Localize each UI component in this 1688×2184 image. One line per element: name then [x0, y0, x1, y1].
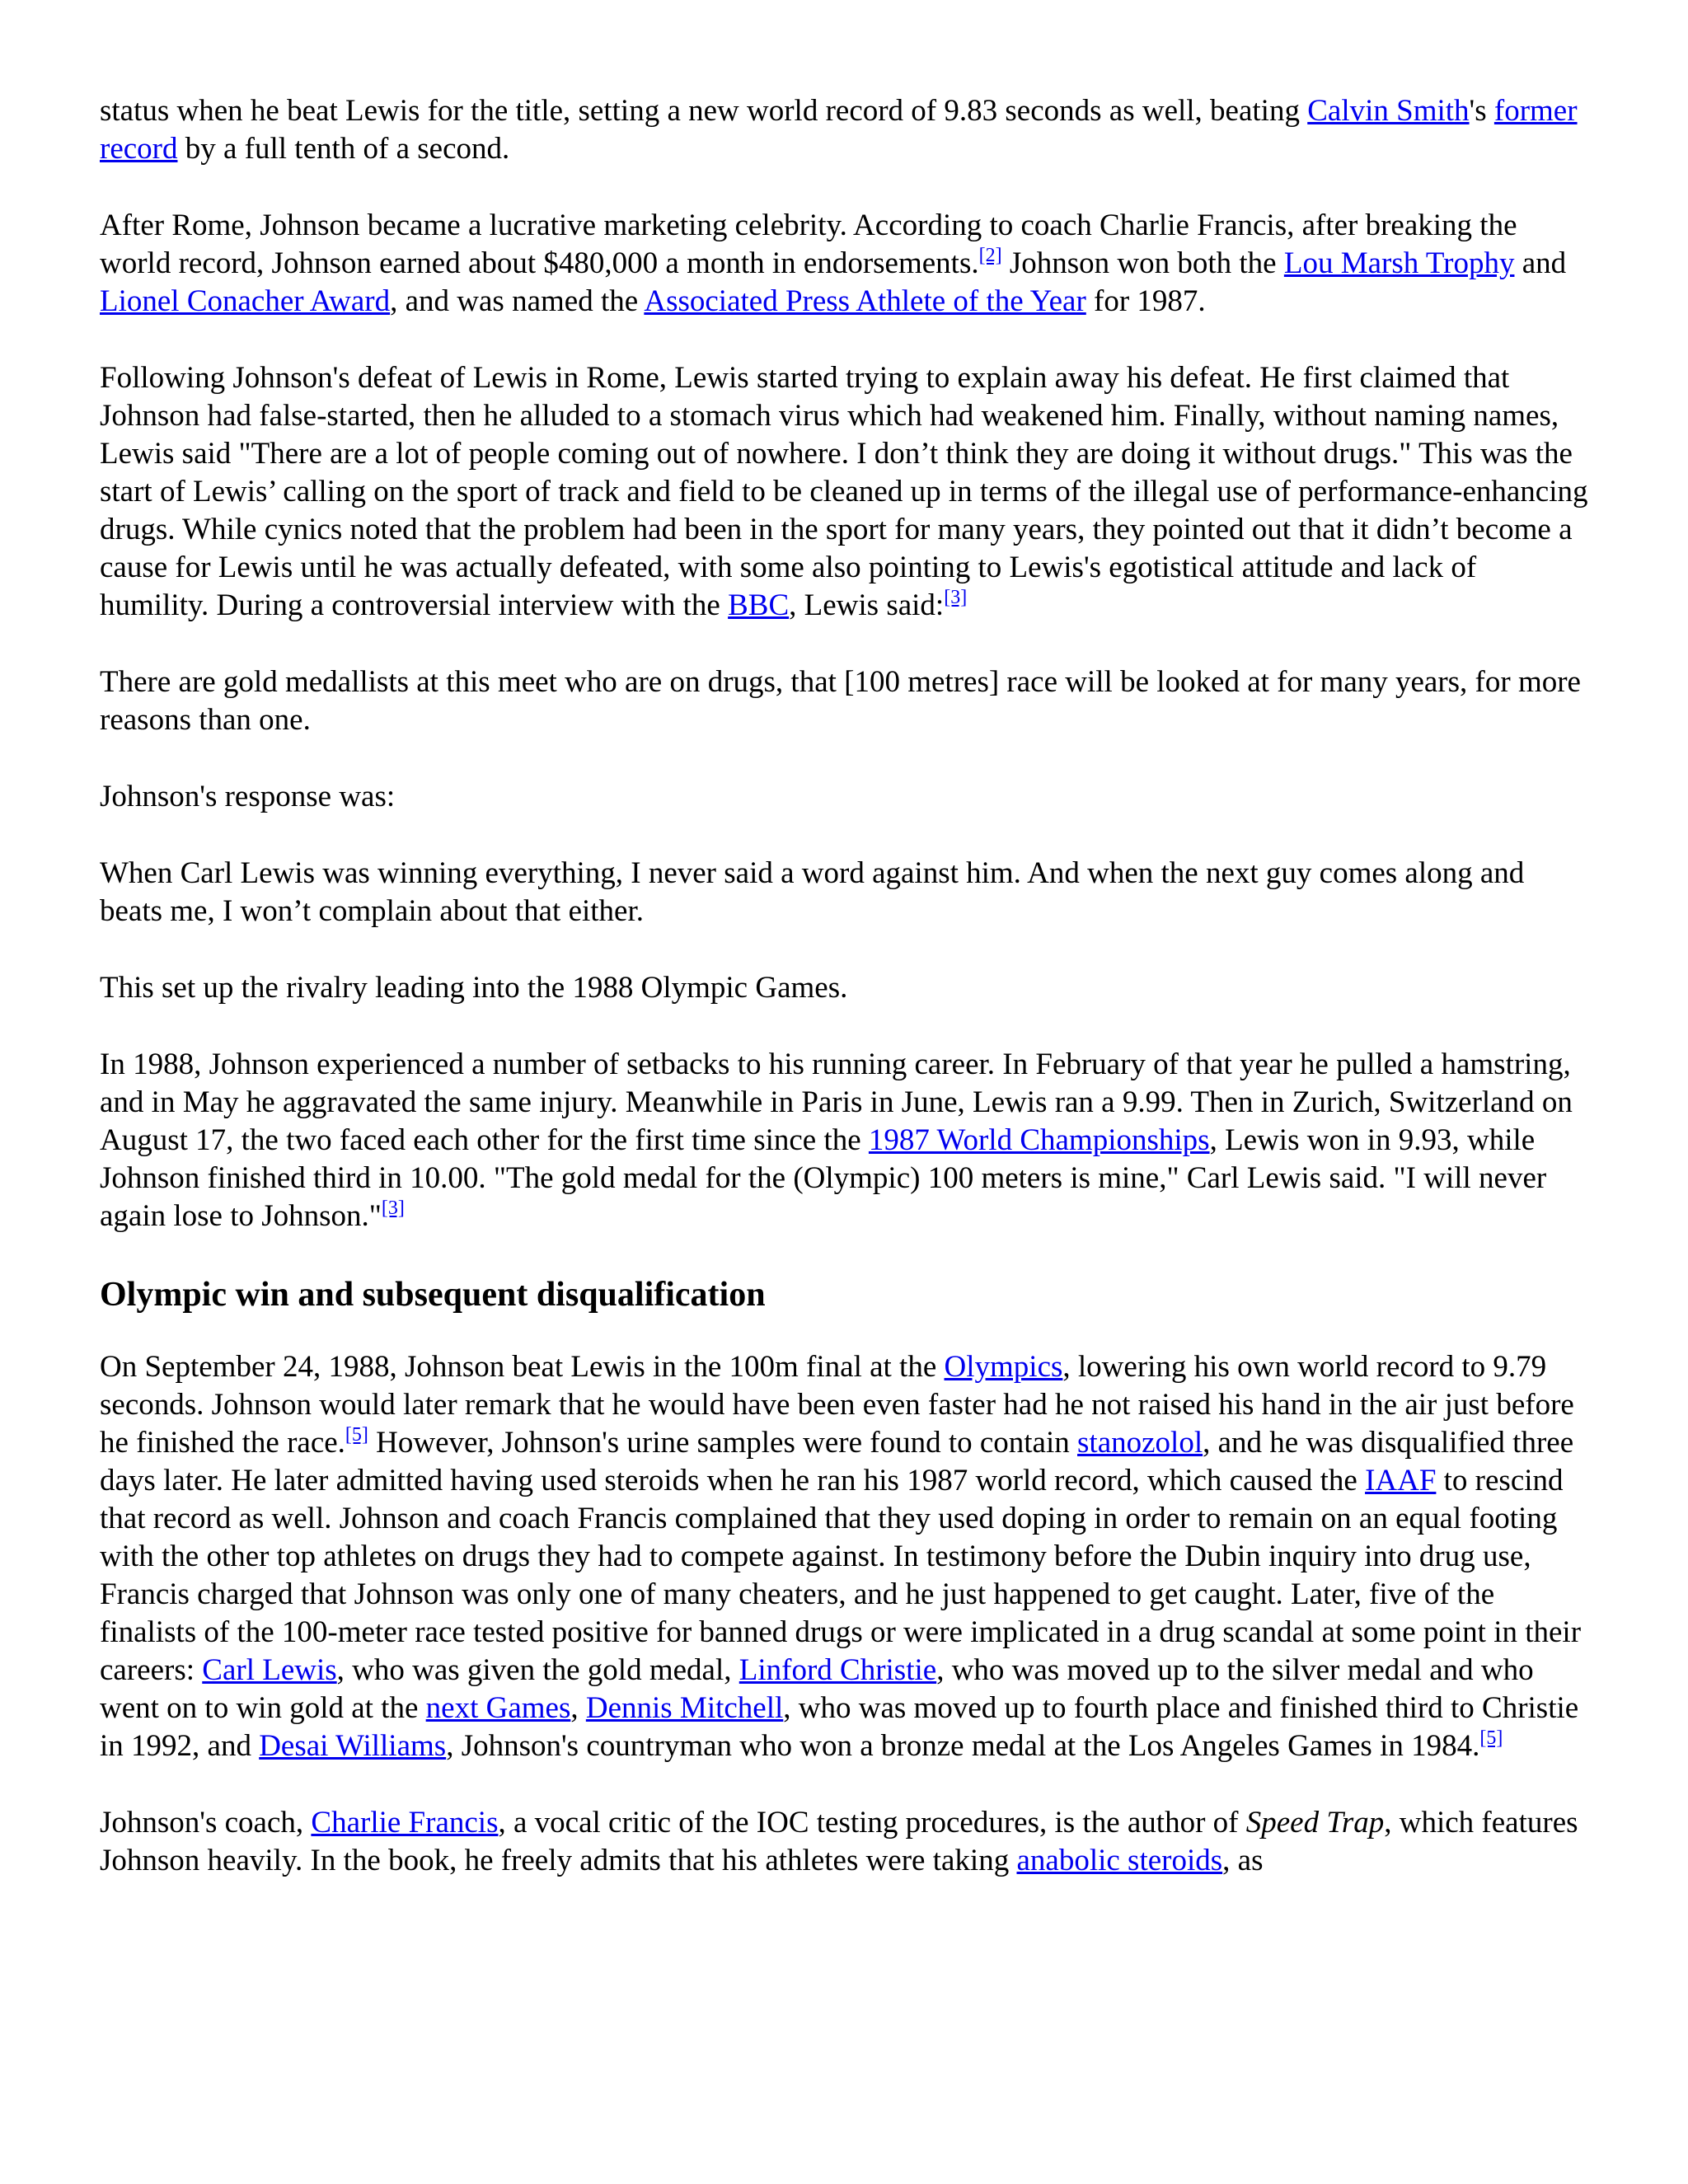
link-lou-marsh-trophy[interactable]: Lou Marsh Trophy: [1283, 246, 1515, 280]
text: , who was given the gold medal,: [336, 1653, 739, 1687]
text: , who was moved up to fourth place and finished third to Christie in 1992, and: [100, 1691, 1579, 1763]
paragraph-lewis-response: [100, 359, 1588, 625]
text: Following Johnson's defeat of Lewis in Rome, Lewis started trying to explain away his defeat. He first claimed that Johnson had false-started, then he alluded to a stomach virus which had weakened him. Finally, without naming names, Lewis said "There are a lot of people coming out of nowhere. I don’t think they are doing it without drugs." This was the start of Lewis’ calling on the sport of track and field to be cleaned up in terms of the illegal use of performance-enhancing drugs. While cynics noted that the problem had been in the sport for many years, they pointed out that it didn’t become a cause for Lewis until he was actually defeated, with some also pointing to Lewis's egotistical attitude and lack of humility. During a controversial interview with the: [100, 361, 1588, 622]
text: , and was named the: [390, 284, 645, 318]
text: to rescind that record as well. Johnson and coach Francis complained that they used doping in order to remain on an equal footing with the other top athletes on drugs they had to compete against. In testimony before the Dubin inquiry into drug use, Francis charged that Johnson was only one of many cheaters, and he just happened to get caught. Later, five of the finalists of the 100-meter race tested positive for banned drugs or were implicated in a drug scandal at some point in their careers:: [100, 1464, 1582, 1687]
link-olympics[interactable]: Olympics: [944, 1350, 1063, 1384]
link-next-games[interactable]: next Games: [425, 1691, 571, 1725]
text: Johnson's coach,: [100, 1806, 312, 1840]
text: for 1987.: [1085, 284, 1206, 318]
citation-link-3[interactable]: [3]: [944, 587, 968, 608]
text: Johnson won both the: [1001, 246, 1284, 280]
text: , who was moved up to the silver medal and who went on to win gold at the: [100, 1653, 1534, 1725]
text: , Lewis won in 9.93, while Johnson finished third in 10.00. "The gold medal for the (Olympic) 100 meters is mine," Carl Lewis said. "I will never again lose to Johnson.": [100, 1123, 1547, 1233]
link-desai-williams[interactable]: Desai Williams: [259, 1729, 447, 1763]
text: ,: [570, 1691, 586, 1725]
text: by a full tenth of a second.: [177, 132, 510, 166]
link-anabolic-steroids[interactable]: anabolic steroids: [1016, 1844, 1223, 1877]
text: , Johnson's countryman who won a bronze medal at the Los Angeles Games in 1984.: [446, 1729, 1480, 1763]
paragraph-johnson-response-intro: Johnson's response was:: [100, 780, 396, 813]
paragraph-olympic-win: [100, 1348, 1588, 1765]
link-stanozolol[interactable]: stanozolol: [1077, 1426, 1203, 1460]
paragraph-coach-francis: [100, 1804, 1588, 1880]
quote-lewis: There are gold medallists at this meet who are on drugs, that [100 metres] race will be looked at for many years, for more reasons than one.: [100, 665, 1581, 737]
text: , lowering his own world record to 9.79 seconds. Johnson would later remark that he would have been even faster had he not raised his hand in the air just before he finished the race.: [100, 1350, 1574, 1460]
text: and: [1514, 246, 1567, 280]
paragraph-rivalry: This set up the rivalry leading into the 1988 Olympic Games.: [100, 971, 848, 1005]
paragraph-endorsements: [100, 207, 1588, 321]
text: In 1988, Johnson experienced a number of setbacks to his running career. In February of that year he pulled a hamstring, and in May he aggravated the same injury. Meanwhile in Paris in June, Lewis ran a 9.99. Then in Zurich, Switzerland on August 17, the two faced each other for the first time since the: [100, 1047, 1573, 1157]
link-bbc[interactable]: BBC: [728, 588, 790, 622]
link-lionel-conacher-award[interactable]: Lionel Conacher Award: [100, 284, 391, 318]
text: , which features Johnson heavily. In the book, he freely admits that his athletes were taking: [100, 1806, 1578, 1877]
text: status when he beat Lewis for the title, setting a new world record of 9.83 seconds as well, beating: [100, 94, 1308, 128]
citation-link-4[interactable]: [5]: [345, 1424, 368, 1446]
quote-johnson: When Carl Lewis was winning everything, I never said a word against him. And when the next guy comes along and beats me, I won’t complain about that either.: [100, 856, 1525, 928]
citation-link-2[interactable]: [2]: [978, 245, 1002, 266]
text: , as: [1222, 1844, 1264, 1877]
link-calvin-smith[interactable]: Calvin Smith: [1307, 94, 1470, 128]
link-carl-lewis[interactable]: Carl Lewis: [202, 1653, 337, 1687]
link-former-record[interactable]: former record: [100, 94, 1578, 166]
text: , Lewis said:: [789, 588, 945, 622]
section-heading: Olympic win and subsequent disqualification: [100, 1276, 766, 1314]
citation-link-5[interactable]: [5]: [1479, 1727, 1503, 1749]
link-linford-christie[interactable]: Linford Christie: [738, 1653, 937, 1687]
link-ap-athlete-of-the-year[interactable]: Associated Press Athlete of the Year: [644, 284, 1086, 318]
article-body: [100, 92, 1588, 1919]
text: After Rome, Johnson became a lucrative marketing celebrity. According to coach Charlie Francis, after breaking the world record, Johnson earned about $480,000 a month in endorsements.: [100, 209, 1517, 280]
link-dennis-mitchell[interactable]: Dennis Mitchell: [585, 1691, 784, 1725]
link-charlie-francis[interactable]: Charlie Francis: [311, 1806, 499, 1840]
link-1987-world-championships[interactable]: 1987 World Championships: [868, 1123, 1210, 1157]
text: However, Johnson's urine samples were found to contain: [368, 1426, 1078, 1460]
text: , and he was disqualified three days later. He later admitted having used steroids when he ran his 1987 world record, which caused the: [100, 1426, 1574, 1497]
paragraph-1988-setbacks: [100, 1046, 1588, 1235]
book-title: Speed Trap: [1245, 1806, 1385, 1840]
text: , a vocal critic of the IOC testing procedures, is the author of: [498, 1806, 1246, 1840]
text: 's: [1469, 94, 1494, 128]
text: On September 24, 1988, Johnson beat Lewis in the 100m final at the: [100, 1350, 945, 1384]
citation-link-3b[interactable]: [3]: [381, 1197, 405, 1219]
paragraph-record-1987: [100, 92, 1588, 168]
link-iaaf[interactable]: IAAF: [1365, 1464, 1437, 1497]
